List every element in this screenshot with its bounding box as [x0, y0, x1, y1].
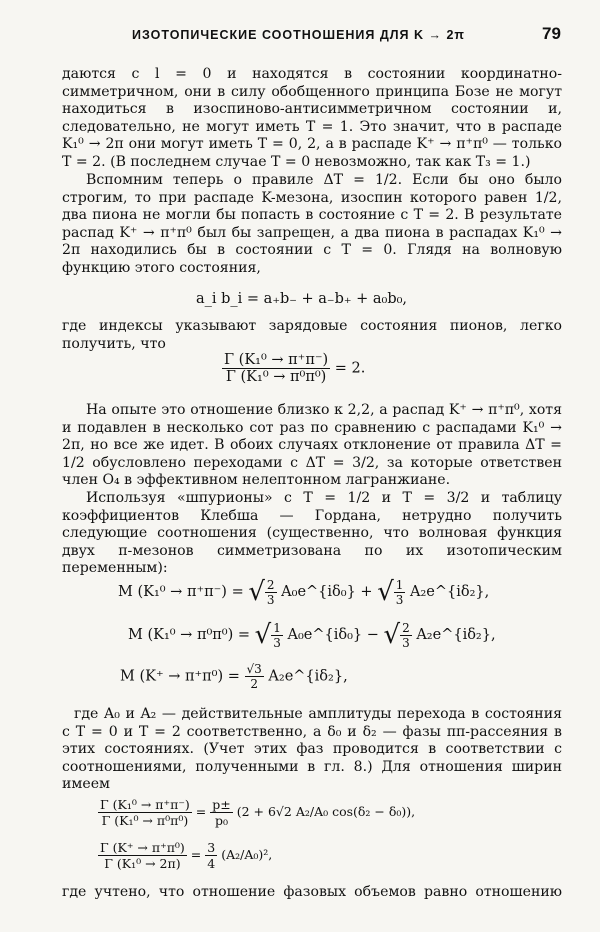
- ratio-equation: [222, 352, 365, 385]
- frac-den: 2: [250, 677, 258, 691]
- frac-num: √3: [246, 662, 262, 676]
- amp2-lhs: M (K₁⁰ → π⁰π⁰) =: [128, 627, 251, 643]
- frac-num: 2: [266, 577, 275, 592]
- amp1-lhs: M (K₁⁰ → π⁺π⁻) =: [118, 584, 244, 600]
- sqrt-icon: √: [248, 577, 265, 607]
- w2-den: Γ (K₁⁰ → 2π): [104, 856, 181, 871]
- sqrt-icon: √: [377, 577, 394, 607]
- amp2-term2: A₂e^{iδ₂},: [416, 627, 496, 643]
- coef-num: 3: [207, 840, 216, 855]
- amplitude-equation-2: [128, 620, 496, 650]
- page-number: 79: [542, 24, 561, 43]
- ratio-denominator: Γ (K₁⁰ → π⁰π⁰): [225, 369, 327, 385]
- frac-num: 1: [395, 577, 404, 592]
- paragraph-6: где A₀ и A₂ — действительные амплитуды перехода в состояния с T = 0 и T = 2 соответственно, а δ₀ и δ₂ — фазы ππ-рассеяния в этих состояниях. (Учет этих фаз проводится в соответствии с соотношениями, полученными в гл. 8.) Для отношения ширин имеем: [62, 706, 562, 793]
- frac-num: 2: [402, 620, 410, 635]
- frac-den: 3: [266, 592, 275, 607]
- paragraph-3: где индексы указывают зарядовые состояния пионов, легко получить, что: [62, 318, 562, 352]
- amplitude-equation-3: [120, 662, 348, 691]
- paragraph-5: Используя «шпурионы» с T = 1/2 и T = 3/2 и таблицу коэффициентов Клебша — Гордана, нетрудно получить следующие соотношения (существенно, что волновая функция двух π-мезонов симметризована по их изотопическим переменным):: [62, 490, 562, 577]
- amplitude-equation-1: [118, 577, 489, 607]
- amp3-term: A₂e^{iδ₂},: [268, 668, 348, 685]
- amp3-lhs: M (K⁺ → π⁺π⁰) =: [120, 668, 240, 685]
- paragraph-4: На опыте это отношение близко к 2,2, а распад K⁺ → π⁺π⁰, хотя и подавлен в несколько сот раз по сравнению с распадами K₁⁰ → 2π, но все же идет. В обоих случаях отклонение от правила ΔT = 1/2 обусловлено переходами с ΔT = 3/2, за которые ответствен член O₄ в эффективном нелептонном лагранжиане.: [62, 402, 562, 489]
- ratio-numerator: Γ (K₁⁰ → π⁺π⁻): [224, 352, 329, 368]
- wavefunction-equation: a_i b_i = a₊b₋ + a₋b₊ + a₀b₀,: [196, 291, 408, 307]
- amp1-term1: A₀e^{iδ₀} +: [281, 584, 373, 600]
- paragraph-7: где учтено, что отношение фазовых объемов равно отношению: [62, 884, 562, 900]
- phase-den: p₀: [215, 813, 229, 828]
- width-ratio-2: $\frac{\text{Γ (K⁺ → π⁺π⁰)}}{\text{Γ (K₁⁰ → 2π)}}$ = $\frac{3}{4}$ (A₂/A₀)²,: [100, 840, 273, 871]
- width-ratio-1: $\frac{\text{Γ (K₁⁰ → π⁺π⁻)}}{\text{Γ (K₁⁰ → π⁰π⁰)}}$ = $\frac{p\pm}{\text{p₀}}$ (2 + 6√2 A₂/A₀ cos(δ₂ − δ₀)),: [100, 797, 416, 828]
- w2-rhs: (A₂/A₀)²,: [221, 847, 273, 862]
- amp2-term1: A₀e^{iδ₀} −: [287, 627, 379, 643]
- paragraph-1: даются с l = 0 и находятся в состоянии координатно-симметричном, они в силу обобщенного принципа Бозе не могут находиться в изоспиново-антисимметричном состоянии и, следовательно, не могут иметь T = 1. Это значит, что в распаде K₁⁰ → 2π они могут иметь T = 0, 2, а в распаде K⁺ → π⁺π⁰ — только T = 2. (В последнем случае T = 0 невозможно, так как T₃ = 1.): [62, 66, 562, 170]
- sqrt-icon: √: [383, 620, 401, 650]
- frac-den: 3: [273, 635, 281, 650]
- frac-num: 1: [273, 620, 281, 635]
- w2-num: Γ (K⁺ → π⁺π⁰): [100, 840, 185, 855]
- w1-den: Γ (K₁⁰ → π⁰π⁰): [101, 813, 189, 828]
- w1-num: Γ (K₁⁰ → π⁺π⁻): [100, 797, 190, 812]
- frac-den: 3: [402, 635, 410, 650]
- ratio-result: = 2.: [334, 360, 366, 377]
- coef-den: 4: [207, 856, 216, 871]
- phase-num: p±: [212, 797, 231, 812]
- amp1-term2: A₂e^{iδ₂},: [410, 584, 490, 600]
- w1-rhs: (2 + 6√2 A₂/A₀ cos(δ₂ − δ₀)),: [236, 804, 416, 819]
- sqrt-icon: √: [254, 620, 272, 650]
- paragraph-2: Вспомним теперь о правиле ΔT = 1/2. Если бы оно было строгим, то при распаде K-мезона, изоспин которого равен 1/2, два пиона не могли бы попасть в состояние с T = 2. В результате распад K⁺ → π⁺π⁰ был бы запрещен, а два пиона в распадах K₁⁰ → 2π находились бы в состоянии с T = 0. Глядя на волновую функцию этого состояния,: [62, 172, 562, 276]
- frac-den: 3: [395, 592, 404, 607]
- running-title: ИЗОТОПИЧЕСКИЕ СООТНОШЕНИЯ ДЛЯ K → 2π: [132, 28, 466, 42]
